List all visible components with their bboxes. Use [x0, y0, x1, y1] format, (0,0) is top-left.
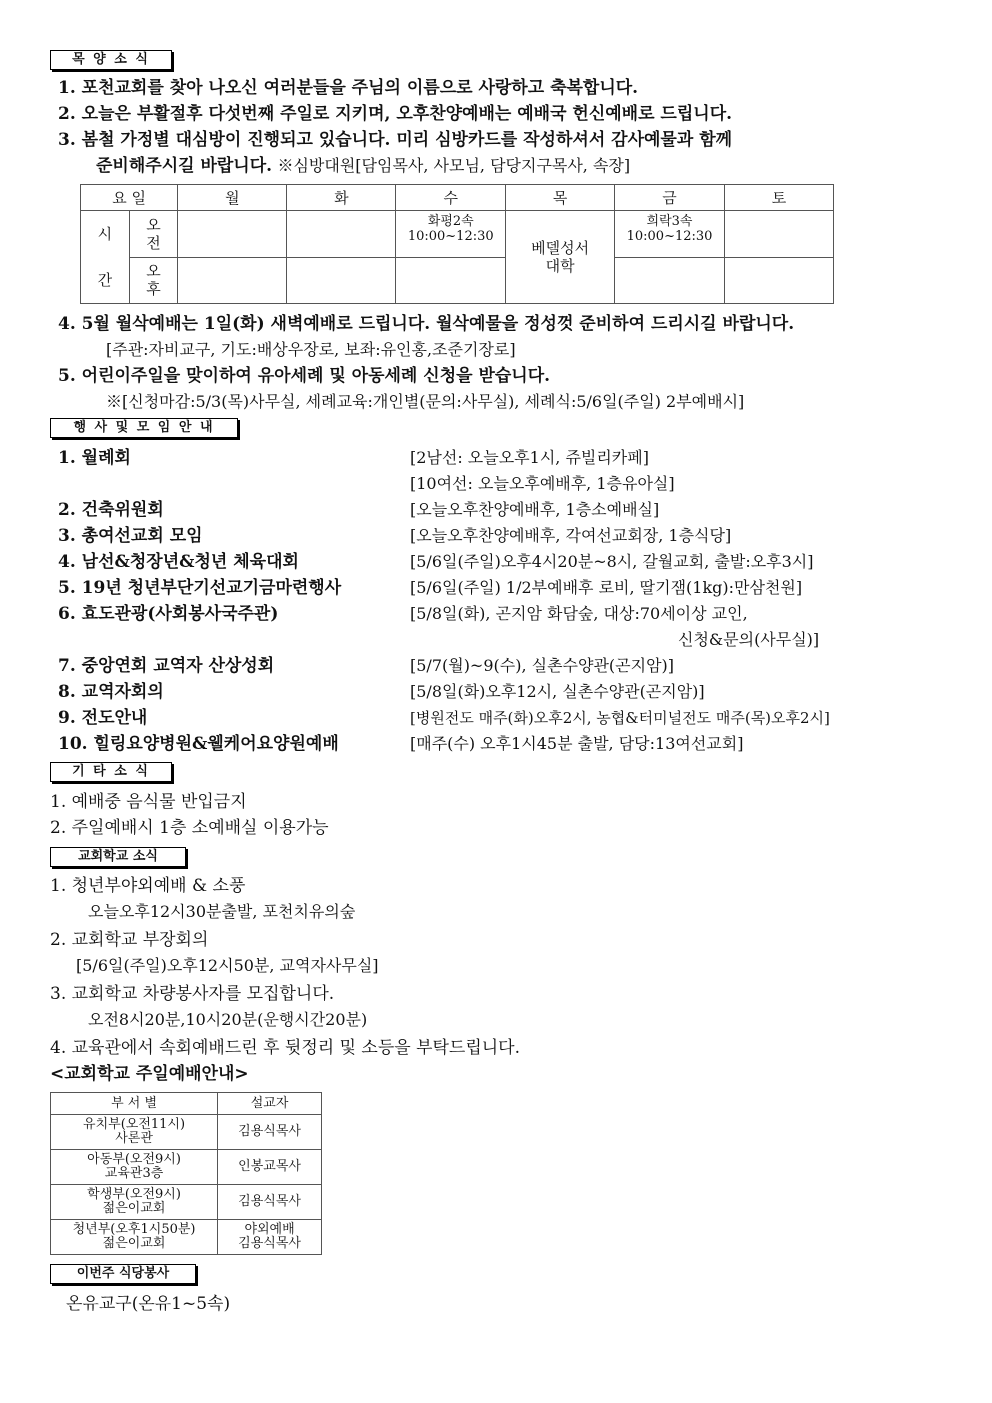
visit-header-wed: 수: [396, 185, 506, 211]
news-item-3-note: ※심방대원[담임목사, 사모님, 담당지구목사, 속장]: [277, 156, 631, 175]
event-detail: 신청&문의(사무실)]: [678, 630, 820, 649]
school-item: 3. 교회학교 차량봉사자를 모집합니다.: [50, 984, 335, 1004]
news-item-4: 4. 5월 월삭예배는 1일(화) 새벽예배로 드립니다. 월삭예물을 정성껏 준비하여 드리시길 바랍니다.: [58, 314, 795, 334]
worship-dept: 학생부(오전9시) 젊은이교회: [51, 1185, 218, 1220]
school-item: 4. 교육관에서 속회예배드린 후 뒷정리 및 소등을 부탁드립니다.: [50, 1038, 520, 1058]
event-detail: [5/7(월)~9(수), 실촌수양관(곤지암)]: [410, 656, 675, 675]
event-detail: [5/8일(화), 곤지암 화담숲, 대상:70세이상 교인,: [410, 604, 748, 623]
section-header-news: 목 양 소 식: [50, 50, 172, 70]
event-detail: [5/6일(주일)오후4시20분~8시, 갈월교회, 출발:오후3시]: [410, 552, 814, 571]
event-name: 1. 월례회: [58, 448, 131, 468]
event-name: 10. 힐링요양병원&웰케어요양원예배: [58, 734, 339, 754]
worship-preacher: 야외예배 김용식목사: [218, 1220, 322, 1255]
event-name: 3. 총여선교회 모임: [58, 526, 203, 546]
etc-item-2: 2. 주일예배시 1층 소예배실 이용가능: [50, 818, 329, 838]
visit-cell: [287, 211, 396, 258]
news-item-5-note: ※[신청마감:5/3(목)사무실, 세례교육:개인별(문의:사무실), 세례식:5/6일(주일) 2부예배시]: [106, 392, 745, 411]
event-name: 9. 전도안내: [58, 708, 148, 728]
event-detail: [2남선: 오늘오후1시, 쥬빌리카페]: [410, 448, 649, 467]
school-item-note: [5/6일(주일)오후12시50분, 교역자사무실]: [76, 956, 379, 975]
event-detail: [10여선: 오늘오후예배후, 1층유아실]: [410, 474, 675, 493]
event-name: 2. 건축위원회: [58, 500, 164, 520]
visit-cell: [178, 257, 287, 304]
news-item-3-cont-bold: 준비해주시길 바랍니다.: [96, 156, 273, 176]
news-item-4-note: [주관:자비교구, 기도:배상우장로, 보좌:유인홍,조준기장로]: [106, 340, 516, 359]
section-header-kitchen: 이번주 식당봉사: [50, 1264, 196, 1284]
news-item-3-cont: [96, 154, 630, 178]
visit-header-fri: 금: [615, 185, 725, 211]
visit-header-mon: 월: [178, 185, 287, 211]
event-name: 5. 19년 청년부단기선교기금마련행사: [58, 578, 342, 598]
visit-cell: [724, 211, 833, 258]
event-detail: [5/8일(화)오후12시, 실촌수양관(곤지암)]: [410, 682, 705, 701]
visit-cell: [287, 257, 396, 304]
section-header-school: 교회학교 소식: [50, 847, 186, 867]
worship-preacher: 인봉교목사: [218, 1150, 322, 1185]
visit-time-label-1: 시: [97, 225, 113, 243]
visit-time-label: [81, 211, 130, 304]
visit-thu: 베델성서 대학: [506, 211, 615, 304]
school-item: 2. 교회학교 부장회의: [50, 930, 209, 950]
worship-table: [50, 1092, 322, 1255]
event-name: 8. 교역자회의: [58, 682, 164, 702]
worship-dept: 아동부(오전9시) 교육관3층: [51, 1150, 218, 1185]
worship-preacher: 김용식목사: [218, 1185, 322, 1220]
news-item-5: 5. 어린이주일을 맞이하여 유아세례 및 아동세례 신청을 받습니다.: [58, 366, 551, 386]
school-item-note: 오전8시20분,10시20분(운행시간20분): [88, 1010, 368, 1029]
event-detail: [5/6일(주일) 1/2부예배후 로비, 딸기잼(1kg):만삼천원]: [410, 578, 803, 597]
news-item-1: 1. 포천교회를 찾아 나오신 여러분들을 주님의 이름으로 사랑하고 축복합니다.: [58, 78, 639, 98]
visit-cell: [724, 257, 833, 304]
section-header-etc: 기 타 소 식: [50, 762, 172, 782]
news-item-3: 3. 봄철 가정별 대심방이 진행되고 있습니다. 미리 심방카드를 작성하셔서 감사예물과 함께: [58, 130, 733, 150]
event-name: 7. 중앙연회 교역자 산상성회: [58, 656, 275, 676]
visit-fri-am: 희락3속 10:00~12:30: [615, 211, 725, 258]
visit-header-thu: 목: [506, 185, 615, 211]
worship-header-preacher: 설교자: [218, 1093, 322, 1115]
visit-pm-label: 오 후: [129, 257, 178, 304]
worship-preacher: 김용식목사: [218, 1115, 322, 1150]
event-detail: [매주(수) 오후1시45분 출발, 담당:13여선교회]: [410, 734, 744, 753]
worship-dept: 유치부(오전11시) 사론관: [51, 1115, 218, 1150]
event-name: 6. 효도관광(사회봉사국주관): [58, 604, 279, 624]
event-detail: [오늘오후찬양예배후, 각여선교회장, 1층식당]: [410, 526, 732, 545]
visit-header-sat: 토: [724, 185, 833, 211]
visit-cell: [615, 257, 725, 304]
visit-am-label: 오 전: [129, 211, 178, 258]
section-header-events: 행 사 및 모 임 안 내: [50, 418, 238, 438]
visit-wed-am: 화평2속 10:00~12:30: [396, 211, 506, 258]
school-item-note: 오늘오후12시30분출발, 포천치유의숲: [88, 902, 356, 921]
visit-header-tue: 화: [287, 185, 396, 211]
event-detail: [오늘오후찬양예배후, 1층소예배실]: [410, 500, 660, 519]
event-name: 4. 남선&청장년&청년 체육대회: [58, 552, 299, 572]
visit-cell: [178, 211, 287, 258]
kitchen-service-text: 온유교구(온유1~5속): [66, 1294, 231, 1314]
school-item: 1. 청년부야외예배 & 소풍: [50, 876, 246, 896]
worship-dept: 청년부(오후1시50분) 젊은이교회: [51, 1220, 218, 1255]
visit-header-day: 요 일: [81, 185, 178, 211]
etc-item-1: 1. 예배중 음식물 반입금지: [50, 792, 247, 812]
news-item-2: 2. 오늘은 부활절후 다섯번째 주일로 지키며, 오후찬양예배는 예배국 헌신예배로 드립니다.: [58, 104, 733, 124]
event-detail: [병원전도 매주(화)오후2시, 농협&터미널전도 매주(목)오후2시]: [410, 709, 830, 727]
visit-time-label-2: 간: [97, 271, 113, 289]
worship-guide-title: <교회학교 주일예배안내>: [50, 1064, 249, 1084]
visit-cell: [396, 257, 506, 304]
visit-schedule-table: [80, 184, 834, 304]
worship-header-dept: 부 서 별: [51, 1093, 218, 1115]
